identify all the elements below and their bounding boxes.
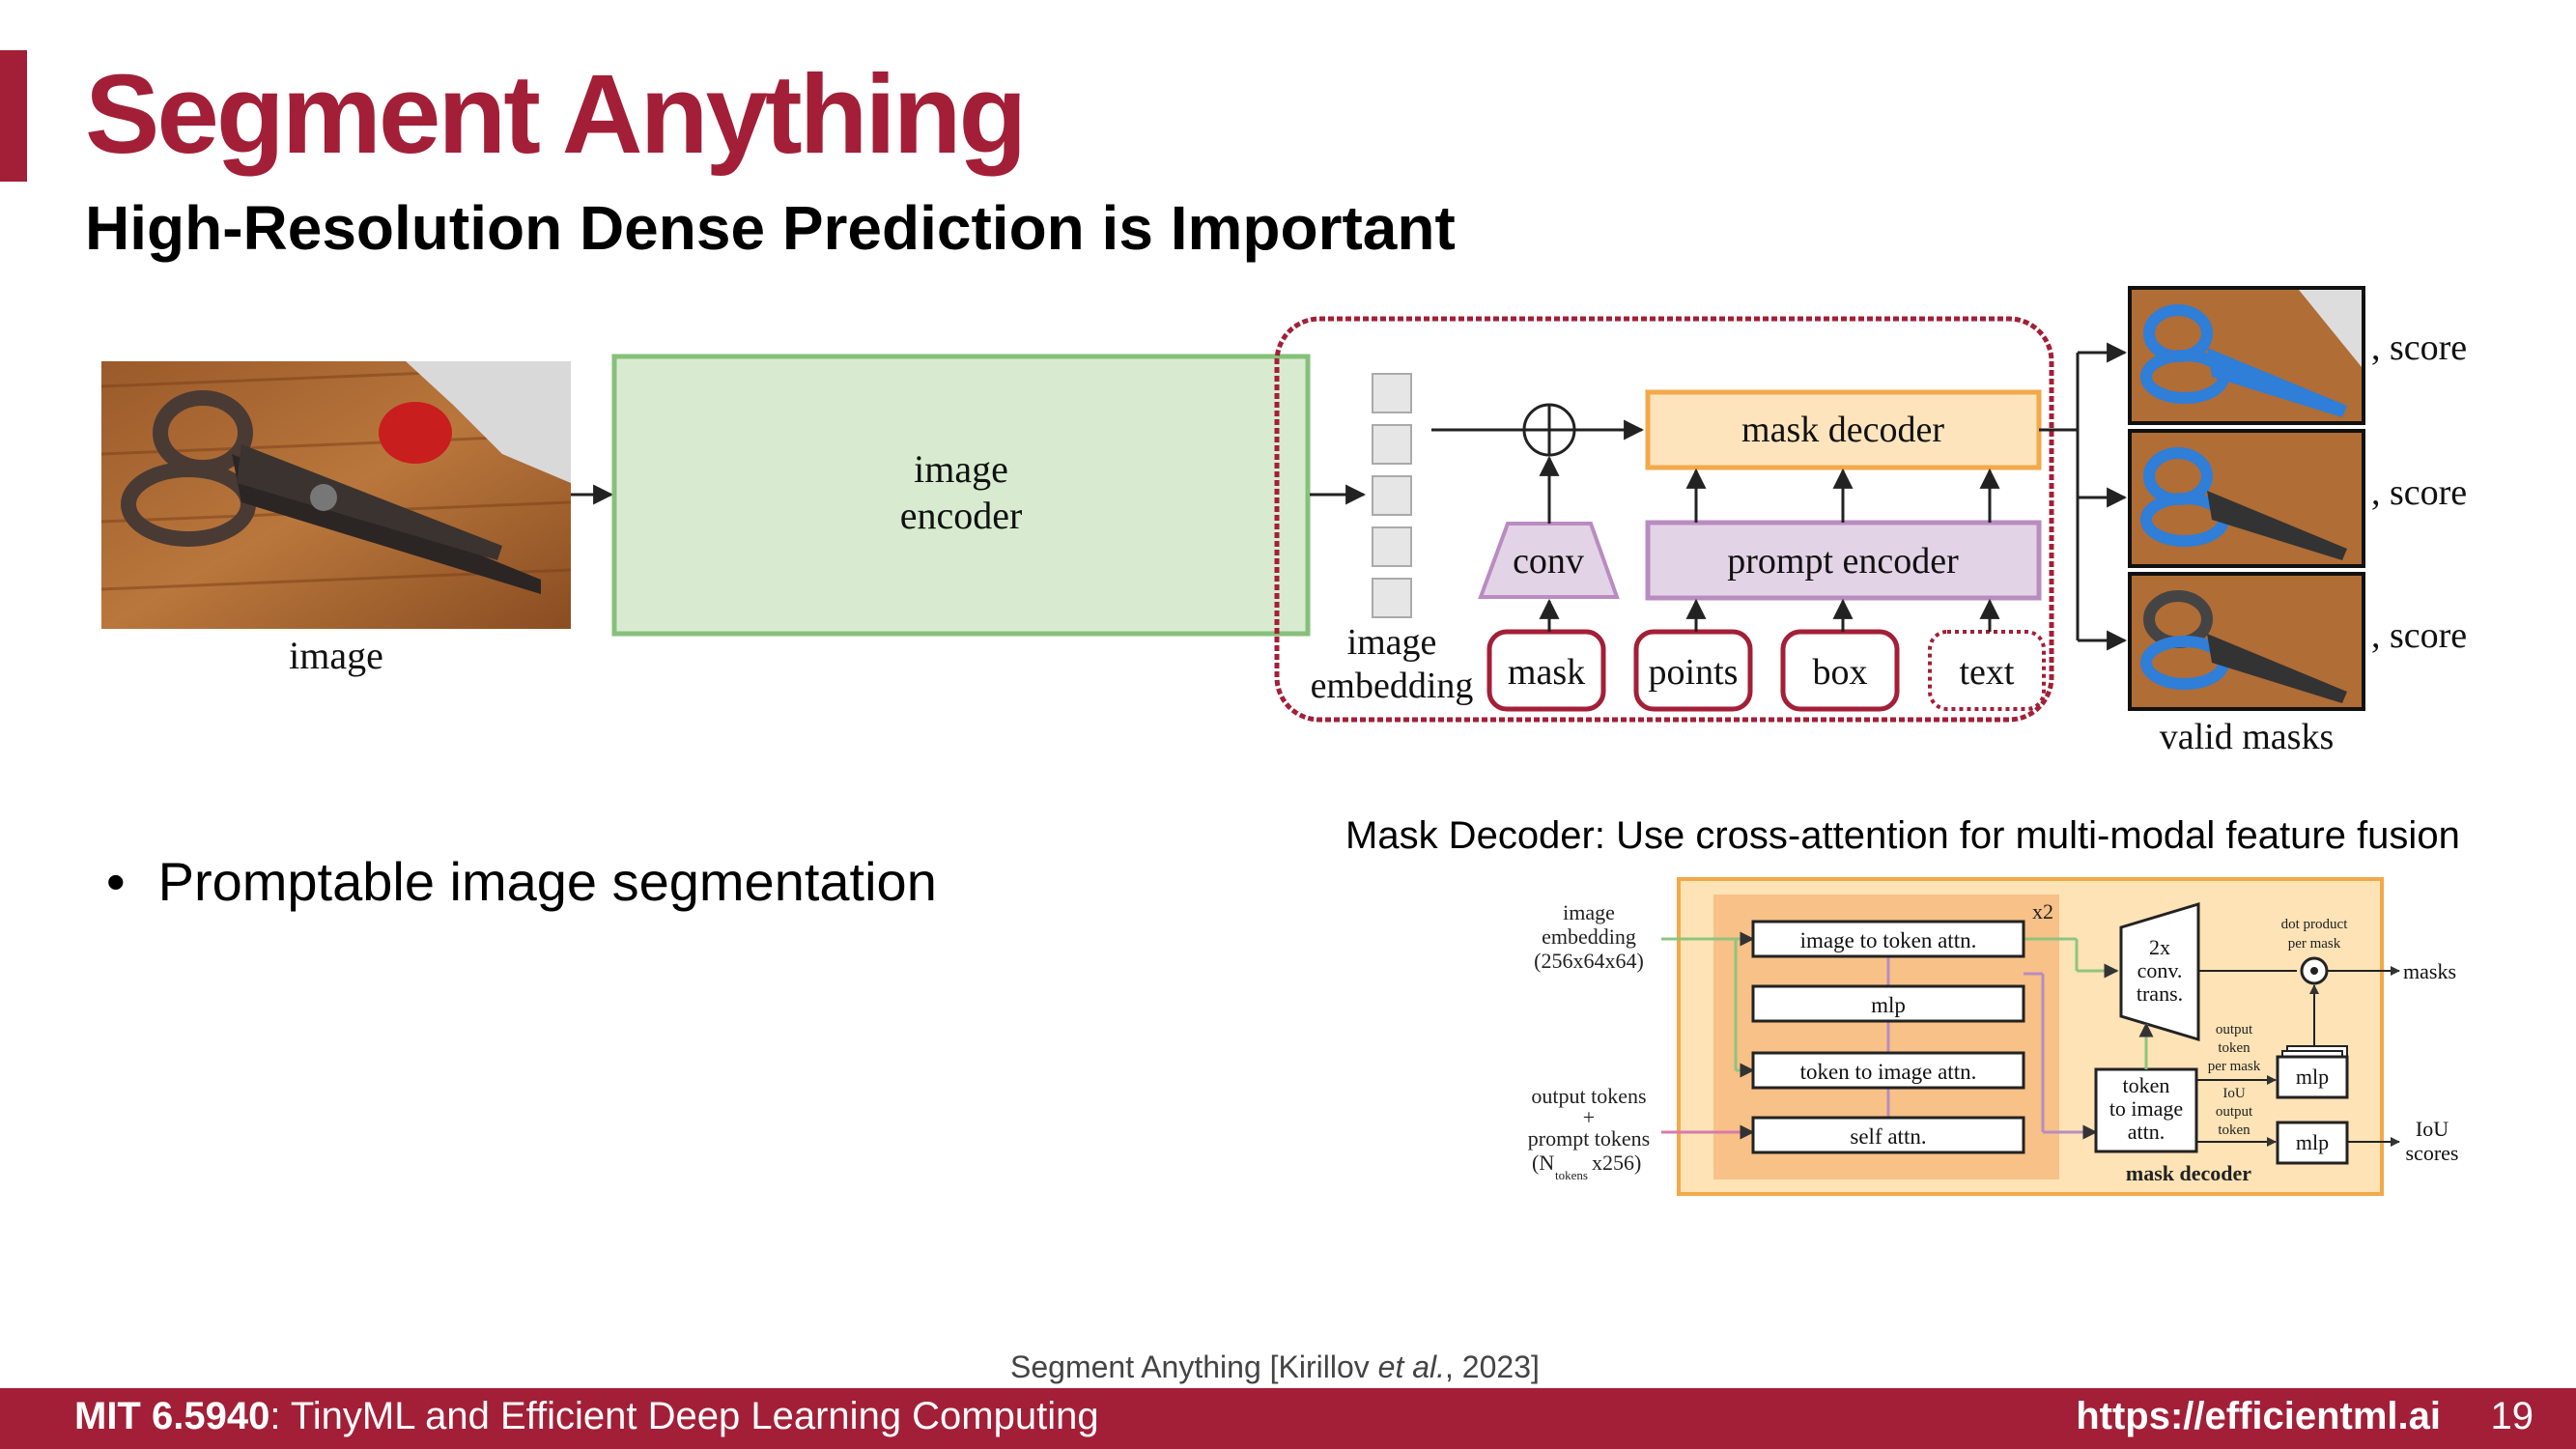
slide-subtitle: High-Resolution Dense Prediction is Important xyxy=(85,193,1456,263)
decoder-caption: Mask Decoder: Use cross-attention for multi-modal feature fusion xyxy=(1345,814,2460,857)
conv-label: conv xyxy=(1513,541,1584,582)
embedding-label-line1: image xyxy=(1346,622,1437,663)
decoder-detail-title: mask decoder xyxy=(2125,1161,2252,1185)
plus-circle-icon xyxy=(1524,405,1574,455)
block-token-to-image: token to image attn. xyxy=(1799,1060,1977,1084)
embedding-input-line2: embedding xyxy=(1542,924,1636,949)
t2i-line3: attn. xyxy=(2127,1120,2166,1144)
mask-decoder-label: mask decoder xyxy=(1741,410,1944,450)
mlp-mask-label: mlp xyxy=(2295,1065,2330,1089)
encoder-label-line1: image xyxy=(914,447,1008,491)
block-image-to-token: image to token attn. xyxy=(1799,928,1977,952)
output-mask-1 xyxy=(2130,288,2364,423)
otpm-line3: per mask xyxy=(2207,1059,2261,1074)
tokens-input-line3: prompt tokens xyxy=(1527,1126,1651,1151)
tokens-dim-subscript: tokens xyxy=(1555,1168,1588,1182)
mask-decoder-detail xyxy=(1661,879,2458,1194)
dot-circle-icon xyxy=(2302,958,2327,983)
block-mlp: mlp xyxy=(1871,993,1906,1017)
conv-trans-line3: trans. xyxy=(2136,981,2184,1006)
tokens-input-line1: output tokens xyxy=(1531,1084,1647,1108)
course-code: MIT 6.5940 xyxy=(74,1395,270,1437)
page-number: 19 xyxy=(2490,1395,2534,1437)
course-name: : TinyML and Efficient Deep Learning Computing xyxy=(269,1395,1099,1437)
conv-trans-line1: 2x xyxy=(2149,935,2170,959)
footer-bar xyxy=(0,1388,2576,1449)
slide-title: Segment Anything xyxy=(85,51,1025,177)
valid-masks-label: valid masks xyxy=(2159,717,2335,757)
tokens-input-line2: + xyxy=(1582,1105,1596,1129)
iou-token-line2: output xyxy=(2215,1104,2253,1120)
output-mask-3 xyxy=(2130,574,2364,709)
footer-course xyxy=(74,1395,1099,1438)
score-label-2: , score xyxy=(2371,472,2468,513)
iou-token-line3: token xyxy=(2218,1122,2250,1138)
input-image xyxy=(101,361,571,629)
image-label: image xyxy=(289,634,383,677)
embedding-label-line2: embedding xyxy=(1310,666,1474,706)
t2i-line1: token xyxy=(2122,1073,2170,1097)
citation-suffix: , 2023] xyxy=(1445,1350,1540,1384)
footer-url-link[interactable]: https://efficientml.ai xyxy=(2076,1395,2441,1437)
output-mask-2 xyxy=(2130,431,2364,566)
conv-trans-line2: conv. xyxy=(2137,958,2183,982)
citation xyxy=(1010,1345,1540,1389)
bullet-text: Promptable image segmentation xyxy=(157,851,937,912)
repeat-label: x2 xyxy=(2032,899,2053,923)
score-label-1: , score xyxy=(2371,327,2468,368)
iou-token-line1: IoU xyxy=(2222,1086,2246,1101)
tokens-dim-suffix: x256) xyxy=(1592,1151,1642,1175)
prompt-box-label: box xyxy=(1812,652,1868,693)
otpm-line1: output xyxy=(2215,1022,2253,1037)
t2i-line2: to image xyxy=(2109,1096,2184,1121)
prompt-points-label: points xyxy=(1648,652,1739,693)
citation-etal: et al. xyxy=(1377,1350,1446,1384)
bullet-symbol: • xyxy=(106,851,126,912)
embedding-input-line3: (256x64x64) xyxy=(1534,949,1644,973)
score-label-3: , score xyxy=(2371,615,2468,656)
block-self-attn: self attn. xyxy=(1850,1124,1927,1149)
tokens-dim-prefix: (N xyxy=(1532,1151,1555,1175)
bullet-item xyxy=(106,848,937,916)
encoder-label-line2: encoder xyxy=(899,494,1023,537)
prompt-text-label: text xyxy=(1959,652,2015,693)
masks-output-label: masks xyxy=(2403,959,2456,983)
dot-product-line1: dot product xyxy=(2280,917,2348,932)
mlp-iou-label: mlp xyxy=(2295,1130,2330,1154)
embedding-input-line1: image xyxy=(1563,900,1615,924)
dot-product-line2: per mask xyxy=(2287,936,2341,952)
image-embedding-stack xyxy=(1373,374,1411,617)
prompt-mask-label: mask xyxy=(1507,652,1586,693)
iou-scores-line1: IoU xyxy=(2415,1117,2449,1141)
prompt-encoder-label: prompt encoder xyxy=(1727,541,1959,582)
citation-prefix: Segment Anything [Kirillov xyxy=(1010,1350,1378,1384)
iou-scores-line2: scores xyxy=(2405,1141,2459,1165)
otpm-line2: token xyxy=(2218,1040,2250,1056)
